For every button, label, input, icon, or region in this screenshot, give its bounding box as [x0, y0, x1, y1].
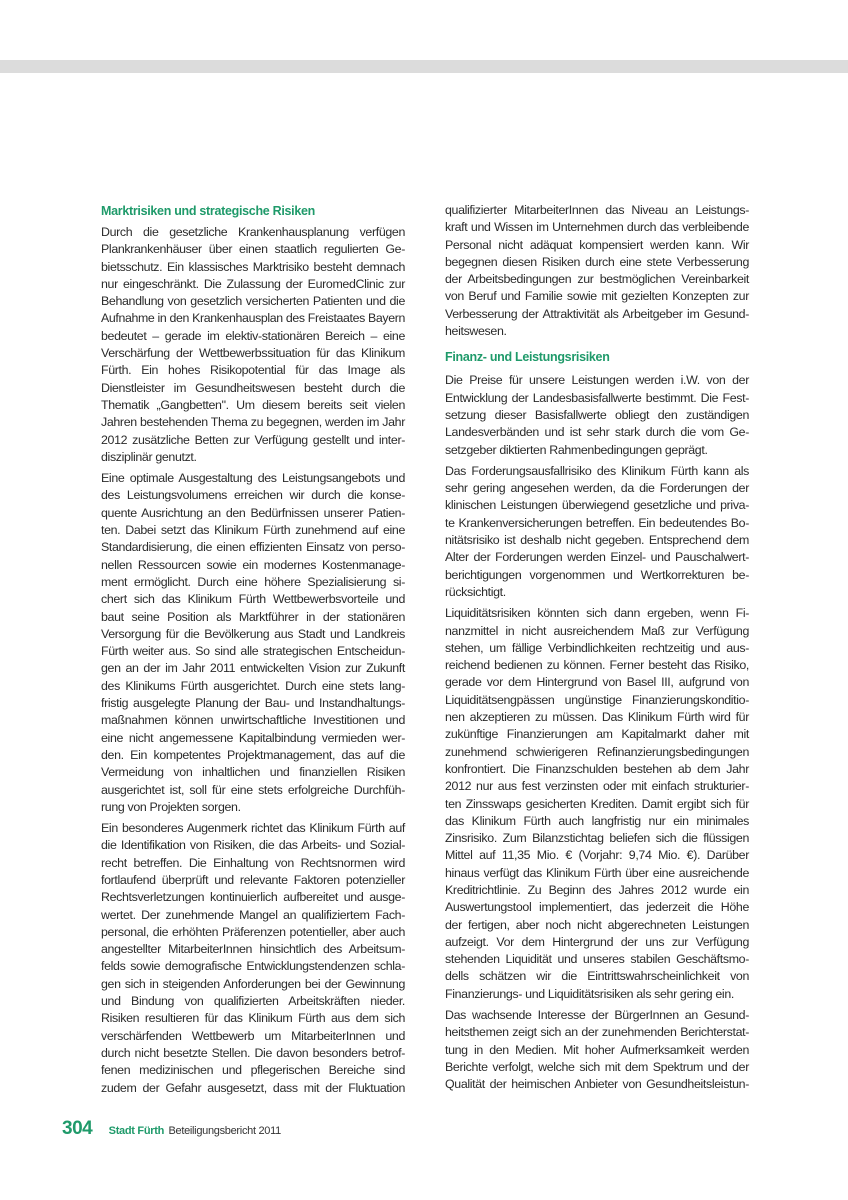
text-line: gen sich in steigenden Anforderungen bei der Gewinnung	[101, 976, 405, 991]
page-footer	[62, 1118, 281, 1140]
text-line: Personal nicht adäquat kompensiert werden kann. Wir	[445, 237, 749, 252]
right-column	[445, 202, 749, 1098]
text-line: ten. Dabei setzt das Klinikum Fürth zunehmend auf eine	[101, 523, 405, 538]
text-line: nen akzeptieren zu müssen. Das Klinikum Fürth wird für	[445, 710, 749, 725]
text-line: zunehmend schwierigeren Refinanzierungsbedingungen	[445, 744, 749, 759]
text-line: qualifizierter MitarbeiterInnen das Niveau an Leistungs-	[445, 203, 749, 217]
text-line: baut seine Position als Marktführer in der stationären	[101, 609, 405, 624]
top-gray-bar	[0, 60, 848, 73]
text-line: den. Ein kompetentes Projektmanagement, das auf die	[101, 747, 405, 762]
text-line: Mittel auf 11,35 Mio. € (Vorjahr: 9,74 Mio. €). Darüber	[445, 848, 749, 863]
text-line: sehr gering angesehen werden, da die Forderungen der	[445, 481, 749, 496]
text-line: stehenden Liquidität und unseres stabilen Geschäftsmo-	[445, 952, 749, 967]
text-line: 2012 nur aus fest verzinsten oder mit einfach strukturier-	[445, 779, 749, 794]
text-line: von Beruf und Familie sowie mit gezielten Konzepten zur	[445, 289, 749, 304]
text-line: Rechtsverletzungen kontinuierlich aufbereitet und ausge-	[101, 890, 405, 905]
text-line: Ein besonderes Augenmerk richtet das Klinikum Fürth auf	[101, 821, 405, 836]
text-line: das Klinikum Fürth auch langfristig nur ein minimales	[445, 813, 749, 828]
text-line: kraft und Wissen im Unternehmen durch das verbleibende	[445, 220, 749, 235]
paragraph	[445, 372, 749, 458]
footer-publisher: Stadt Fürth	[108, 1125, 165, 1137]
text-line: nanzmittel in nicht ausreichendem Maß zur Verfügung	[445, 623, 749, 638]
paragraph	[445, 463, 749, 601]
text-line: Eine optimale Ausgestaltung des Leistungsangebots und	[101, 471, 405, 486]
text-line: recht betreffen. Die Einhaltung von Rechtsnormen wird	[101, 855, 405, 870]
text-line: Fürth. Ein hohes Risikopotential für das Image als	[101, 363, 405, 378]
text-line: Fürth weiter aus. So sind alle strategischen Entscheidun-	[101, 644, 405, 659]
text-line: reichend bedienen zu können. Ferner besteht das Risiko,	[445, 658, 749, 673]
text-line: chert sich das Klinikum Fürth Wettbewerbsvorteile und	[101, 592, 405, 607]
text-line: Entwicklung der Landesbasisfallwerte bestimmt. Die Fest-	[445, 390, 749, 405]
text-line: 2012 zusätzliche Betten zur Verfügung gestellt und inter-	[101, 432, 405, 447]
paragraph	[445, 605, 749, 1003]
paragraph	[101, 820, 405, 1097]
text-line: nur eingeschränkt. Die Zulassung der EuromedClinic zur	[101, 276, 405, 291]
text-line: ausgerichtet ist, soll für eine stets erfolgreiche Durchfüh-	[101, 782, 405, 797]
text-line: Qualität der heimischen Anbieter von Gesundheitsleistun-	[445, 1077, 749, 1092]
text-line: rung von Projekten sorgen.	[101, 799, 241, 814]
text-line: durch nicht besetzte Stellen. Die davon besonders betrof-	[101, 1045, 405, 1060]
text-line: Das Forderungsausfallrisiko des Klinikum Fürth kann als	[445, 463, 749, 478]
text-line: die Identifikation von Risiken, die das Arbeits- und Sozial-	[101, 838, 405, 853]
text-line: eine nicht angemessene Kapitalbindung vermieden wer-	[101, 730, 405, 745]
text-line: fortlaufend überprüft und relevante Faktoren potenzieller	[101, 872, 405, 887]
section-heading: Marktrisiken und strategische Risiken	[101, 204, 315, 218]
text-line: Standardisierung, die einen effizienten Einsatz von perso-	[101, 540, 405, 555]
text-line: Zinsrisiko. Zum Bilanzstichtag beliefen sich die flüssigen	[445, 831, 749, 846]
paragraph	[445, 1007, 749, 1093]
text-line: Finanzierungs- und Liquiditätsrisiken als sehr gering ein.	[445, 986, 734, 1001]
text-line: setzgeber diktierten Rahmenbedingungen geprägt.	[445, 442, 708, 457]
text-line: berichtigungen vorgenommen und Wertkorrekturen be-	[445, 567, 749, 582]
text-line: rücksichtigt.	[445, 584, 506, 599]
text-line: der fertigen, aber noch nicht abgerechneten Leistungen	[445, 917, 749, 932]
text-line: begegnen diesen Risiken durch eine stete Verbesserung	[445, 254, 749, 269]
text-line: Plankrankenhäuser über einen staatlich regulierten Ge-	[101, 242, 405, 257]
text-line: te Krankenversicherungen betreffen. Ein bedeutendes Bo-	[445, 515, 749, 530]
section-heading: Finanz- und Leistungsrisiken	[445, 350, 610, 365]
text-line: der Arbeitsbedingungen zur bestmöglichen Vereinbarkeit	[445, 272, 749, 287]
text-line: heitsthemen zeigt sich an der zunehmenden Berichterstat-	[445, 1025, 749, 1040]
left-column	[101, 202, 405, 1101]
text-line: felds sowie demografische Entwicklungstendenzen schla-	[101, 959, 405, 974]
text-line: Kreditrichtlinie. Zu Beginn des Jahres 2012 wurde ein	[445, 882, 749, 897]
page-number: 304	[62, 1118, 93, 1139]
text-line: gerade vor dem Hintergrund von Basel III, aufgrund von	[445, 675, 749, 690]
paragraph	[445, 202, 749, 340]
text-line: Alter der Forderungen werden Einzel- und Pauschalwert-	[445, 550, 749, 565]
text-line: nellen Ressourcen sowie ein modernes Kostenmanage-	[101, 557, 405, 572]
text-line: Landesverbänden und ist sehr stark durch die vom Ge-	[445, 425, 749, 440]
text-line: Verschärfung der Wettbewerbssituation für das Klinikum	[101, 346, 405, 361]
text-line: tung in den Medien. Mit hoher Aufmerksamkeit werden	[445, 1042, 749, 1057]
text-line: klinischen Leistungen überwiegend gesetzliche und priva-	[445, 498, 749, 513]
text-line: nitätsrisiko ist deshalb nicht gegeben. Entsprechend dem	[445, 533, 749, 548]
text-line: Liquiditätsengpässen ungünstige Finanzierungskonditio-	[445, 692, 749, 707]
text-line: Liquiditätsrisiken könnten sich dann ergeben, wenn Fi-	[445, 606, 749, 621]
paragraph	[101, 470, 405, 816]
text-line: stehen, um fällige Verbindlichkeiten rechtzeitig und aus-	[445, 640, 749, 655]
text-line: dells schätzen wir die Eintrittswahrscheinlichkeit von	[445, 969, 749, 984]
text-line: angestellter MitarbeiterInnen hinsichtlich des Arbeitsum-	[101, 942, 405, 957]
text-line: Aufnahme in den Krankenhausplan des Freistaates Bayern	[101, 311, 405, 326]
text-line: ment ermöglicht. Durch eine höhere Spezialisierung si-	[101, 574, 405, 589]
text-line: Das wachsende Interesse der BürgerInnen an Gesund-	[445, 1008, 749, 1023]
text-line: setzung dieser Basisfallwerte obliegt den zuständigen	[445, 407, 749, 422]
text-line: Behandlung von gesetzlich versicherten Patienten und die	[101, 294, 405, 309]
text-line: bedeutet – gerade im elektiv-stationären Bereich – eine	[101, 328, 405, 343]
text-line: disziplinär genutzt.	[101, 449, 197, 464]
text-line: Dienstleister im Gesundheitswesen besteht durch die	[101, 380, 405, 395]
text-line: maßnahmen können unwirtschaftliche Investitionen und	[101, 713, 405, 728]
text-line: wertet. Der zunehmende Mangel an qualifiziertem Fach-	[101, 907, 405, 922]
text-line: personal, die erhöhten Präferenzen potentieller, aber auch	[101, 924, 405, 939]
text-line: konfrontiert. Die Finanzschulden bestehen ab dem Jahr	[445, 761, 749, 776]
text-line: Versorgung für die Bevölkerung aus Stadt und Landkreis	[101, 626, 405, 641]
text-line: verschärfenden Wettbewerb um MitarbeiterInnen und	[101, 1028, 405, 1043]
text-line: Durch die gesetzliche Krankenhausplanung verfügen	[101, 225, 405, 239]
text-line: Berichte verfolgt, welche sich mit dem Spektrum und der	[445, 1059, 749, 1074]
text-line: und Bindung von qualifizierten Arbeitskräften nieder.	[101, 994, 405, 1009]
text-line: quente Ausrichtung an den Bedürfnissen unserer Patien-	[101, 505, 405, 520]
text-line: ten Zinsswaps gesicherten Krediten. Damit ergibt sich für	[445, 796, 749, 811]
text-line: des Leistungsvolumens erreichen wir durch die konse-	[101, 488, 405, 503]
text-line: aufzeigt. Vor dem Hintergrund der uns zur Verfügung	[445, 934, 749, 949]
text-line: gen an der im Jahr 2011 entwickelten Vision zur Zukunft	[101, 661, 405, 676]
text-line: Jahren bestehenden Thema zu begegnen, werden im Jahr	[101, 415, 405, 430]
text-line: des Klinikums Fürth ausgerichtet. Durch eine stets lang-	[101, 678, 405, 693]
text-line: heitswesen.	[445, 324, 507, 339]
footer-report-title: Beteiligungsbericht 2011	[168, 1125, 281, 1137]
text-line: Risiken resultieren für das Klinikum Fürth aus dem sich	[101, 1011, 405, 1026]
text-line: Thematik „Gangbetten". Um diesem bereits seit vielen	[101, 397, 405, 412]
text-line: Verbesserung der Attraktivität als Arbeitgeber im Gesund-	[445, 306, 749, 321]
text-line: zudem der Gefahr ausgesetzt, dass mit der Fluktuation	[101, 1080, 405, 1095]
paragraph	[101, 224, 405, 466]
text-line: bietsschutz. Ein klassisches Marktrisiko besteht demnach	[101, 259, 405, 274]
text-line: Die Preise für unsere Leistungen werden i.W. von der	[445, 373, 749, 388]
text-line: Auswertungstool implementiert, das jederzeit die Höhe	[445, 900, 749, 915]
text-line: fenen medizinischen und pflegerischen Bereiche sind	[101, 1063, 405, 1078]
text-line: hinaus verfügt das Klinikum Fürth über eine ausreichende	[445, 865, 749, 880]
text-line: Vermeidung von inhaltlichen und finanziellen Risiken	[101, 765, 405, 780]
text-line: fristig ausgelegte Planung der Bau- und Instandhaltungs-	[101, 696, 405, 711]
text-line: zukünftige Finanzierungen am Kapitalmarkt daher mit	[445, 727, 749, 742]
